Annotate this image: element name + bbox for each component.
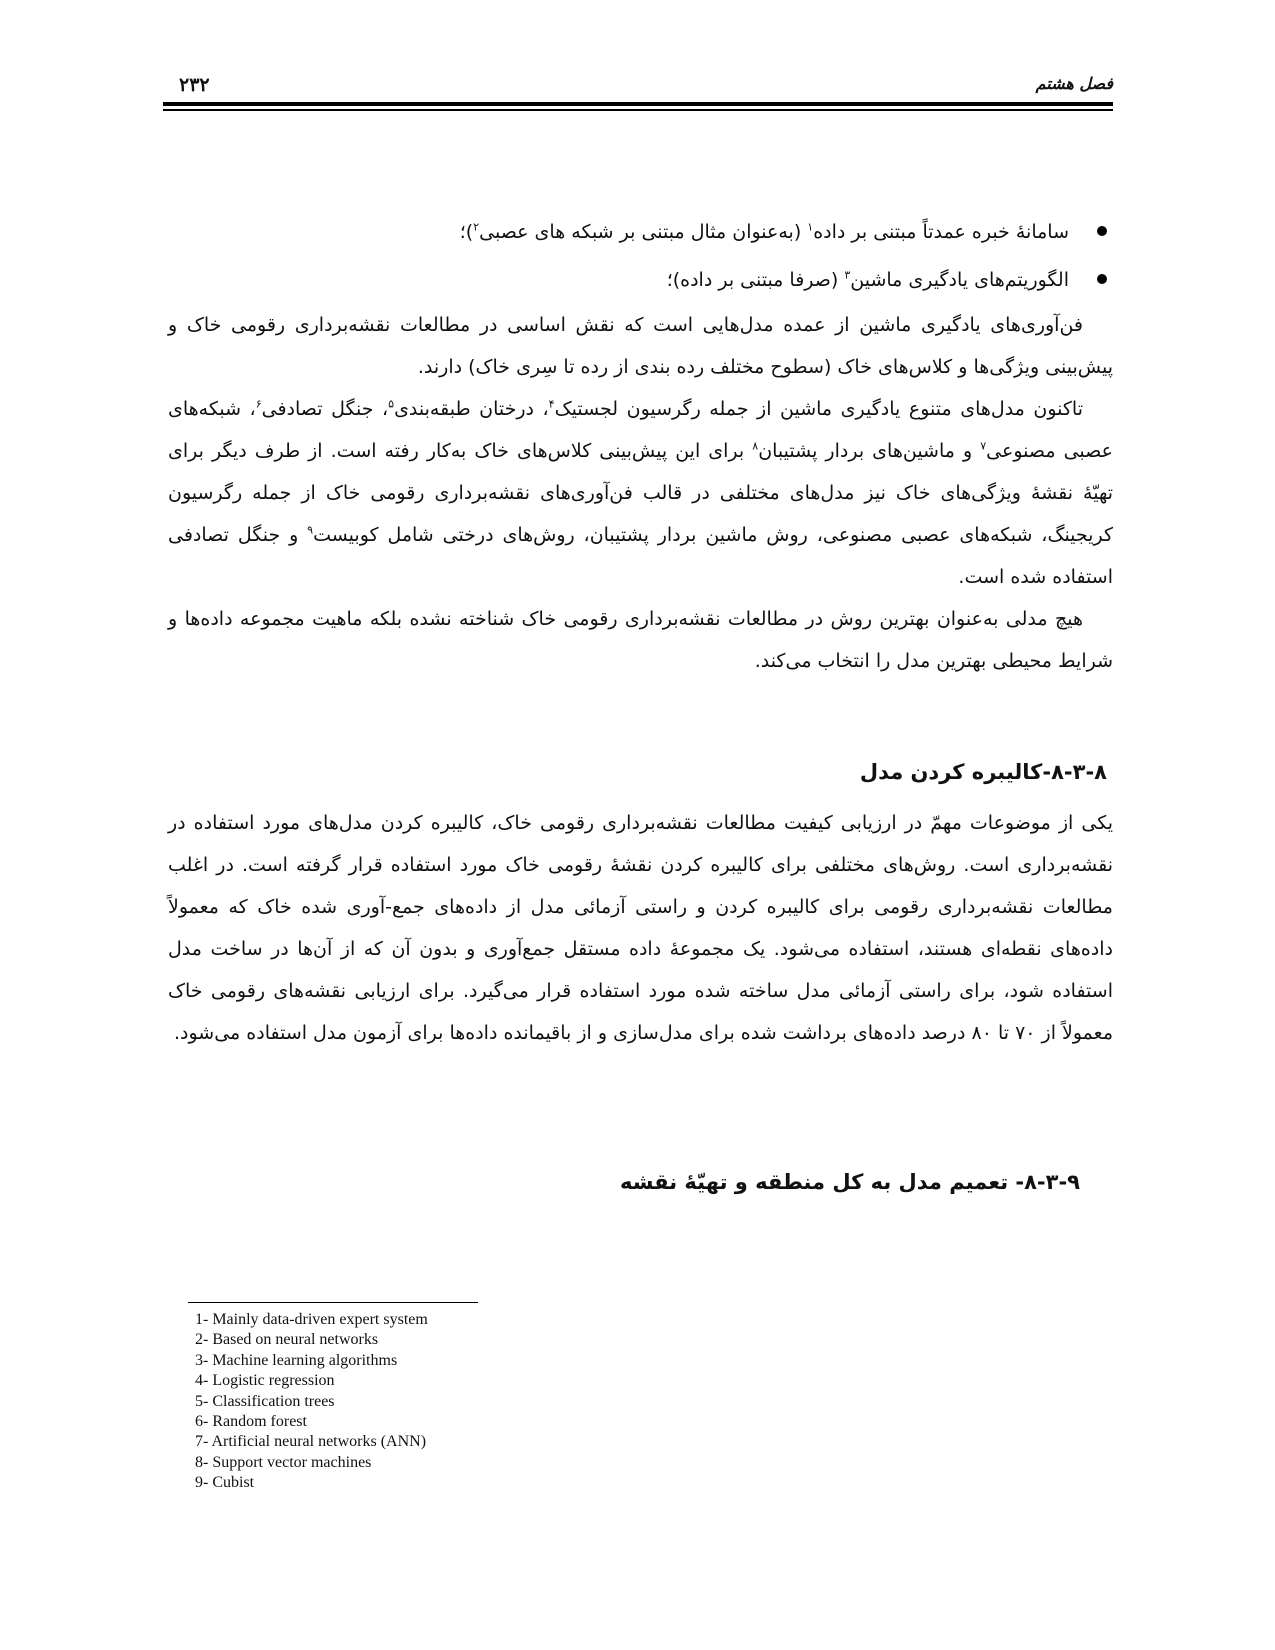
section-heading-calibration: ۸-۳-۸-کالیبره کردن مدل	[859, 760, 1107, 784]
bullet-list	[247, 208, 1107, 304]
paragraph-calibration: یکی از موضوعات مهمّ در ارزیابی کیفیت مطالعات نقشه‌برداری رقومی خاک، کالیبره کردن مدل‌های مورد استفاده در نقشه‌برداری است. روش‌های مختلفی برای کالیبره کردن نقشهٔ رقومی خاک مورد استفاده قرار گرفته است. در اغلب مطالعات نقشه‌برداری رقومی برای کالیبره کردن و راستی آزمائی مدل از داده‌های جمع-آوری شده خاک که معمولاً داده‌های نقطه‌ای هستند، استفاده می‌شود. یک مجموعهٔ داده مستقل جمع‌آوری و بدون آن که از آن‌ها در ساخت مدل استفاده شود، برای راستی آزمائی مدل ساخته شده مورد استفاده قرار می‌گیرد. برای ارزیابی نقشه‌های رقومی خاک معمولاً از ۷۰ تا ۸۰ درصد داده‌های برداشت شده برای مدل‌سازی و از باقیمانده داده‌ها برای آزمون مدل استفاده می‌شود.	[168, 812, 1113, 1044]
footnote-item: 2- Based on neural networks	[195, 1331, 379, 1349]
footnote-ref: ۳	[844, 268, 851, 282]
bullet-item: الگوریتم‌های یادگیری ماشین$^۳$ (صرفا مبتنی بر داده)؛	[247, 256, 1107, 304]
page-number: ۲۳۲	[179, 74, 210, 96]
bullet-dot-icon	[1097, 226, 1107, 236]
footnote-item: 5- Classification trees	[195, 1392, 335, 1410]
paragraph-best-model: هیچ مدلی به‌عنوان بهترین روش در مطالعات نقشه‌برداری رقومی خاک شناخته نشده بلکه ماهیت مجموعه داده‌ها و شرایط محیطی بهترین مدل را انتخاب می‌کند.	[168, 608, 1113, 672]
footnote-separator	[188, 1302, 478, 1303]
section-body-2	[168, 802, 1113, 1054]
section-heading-generalization: ۸-۳-۹- تعمیم مدل به کل منطقه و تهیّهٔ نقشه	[620, 1170, 1080, 1194]
chapter-title: فصل هشتم	[1035, 74, 1113, 93]
footnote-item: 1- Mainly data-driven expert system	[195, 1311, 428, 1328]
paragraph-ml-technologies: فن‌آوری‌های یادگیری ماشین از عمده مدل‌هایی است که نقش اساسی در مطالعات نقشه‌برداری رقومی خاک و پیش‌بینی ویژگی‌ها و کلاس‌های خاک (سطوح مختلف رده بندی از رده تا سِری خاک) دارند.	[168, 314, 1113, 378]
footnote-item: 6- Random forest	[195, 1413, 307, 1431]
footnote-item: 4- Logistic regression	[195, 1372, 335, 1390]
bullet-dot-icon	[1097, 274, 1107, 284]
footnote-item: 3- Machine learning algorithms	[195, 1351, 398, 1369]
footnote-list	[195, 1310, 428, 1494]
section-body-1	[168, 304, 1113, 682]
footnote-item: 7- Artificial neural networks (ANN)	[195, 1433, 427, 1451]
page-header	[163, 66, 1113, 110]
bullet-item: سامانهٔ خبره عمدتاً مبتنی بر داده$^۱$ (به‌عنوان مثال مبتنی بر شبکه های عصبی$^۲$)؛	[247, 208, 1107, 256]
footnote-ref: ۲	[473, 220, 480, 234]
paragraph-ml-models: تاکنون مدل‌های متنوع یادگیری ماشین از جمله رگرسیون لجستیک$^۴$، درختان طبقه‌بندی$^۵$، جنگل تصادفی$^۶$، شبکه‌های عصبی مصنوعی$^۷$ و ماشین‌های بردار پشتیبان$^۸$ برای این پیش‌بینی کلاس‌های خاک به‌کار رفته است. از طرف دیگر برای تهیّهٔ نقشهٔ ویژگی‌های خاک نیز مدل‌های مختلفی در قالب فن‌آوری‌های نقشه‌برداری رقومی خاک از جمله رگرسیون کریجینگ، شبکه‌های عصبی مصنوعی، روش ماشین بردار پشتیبان، روش‌های درختی شامل کوبیست$^۹$ و جنگل تصادفی استفاده شده است.	[168, 397, 1113, 588]
header-rule-thick	[163, 102, 1113, 106]
footnote-ref: ۱	[807, 220, 814, 234]
header-rule-thin	[163, 109, 1113, 111]
footnote-item: 8- Support vector machines	[195, 1453, 372, 1471]
footnote-item: 9- Cubist	[195, 1474, 255, 1492]
